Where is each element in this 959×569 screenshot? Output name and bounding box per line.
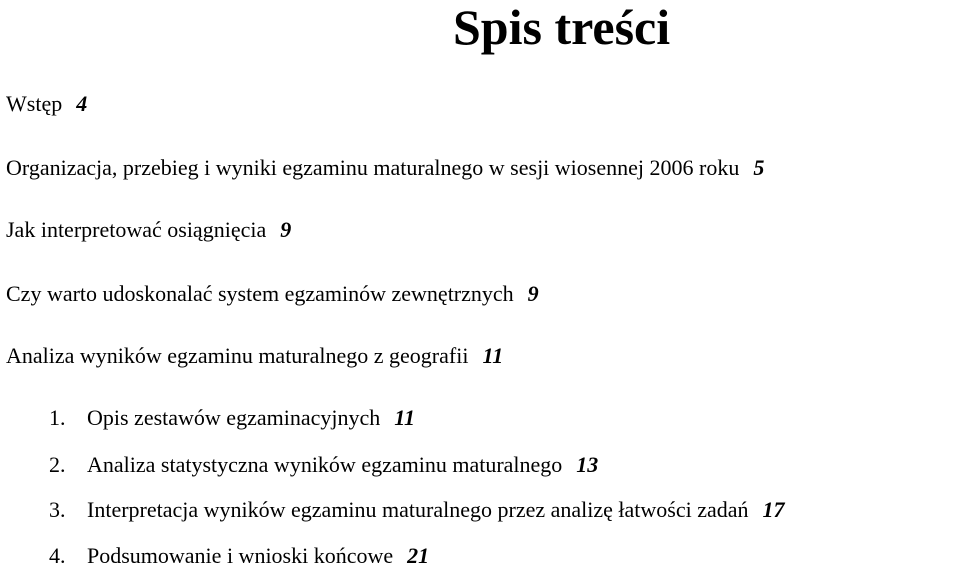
toc-entry-label: Organizacja, przebieg i wyniki egzaminu maturalnego w sesji wiosennej 2006 roku <box>6 155 740 180</box>
toc-entry-czy-warto[interactable] <box>6 281 539 307</box>
toc-subentry-page: 13 <box>576 452 599 477</box>
toc-subentry-page: 21 <box>407 543 430 568</box>
toc-subentry-2[interactable] <box>49 452 598 478</box>
toc-entry-jak-interpretowac[interactable] <box>6 217 291 243</box>
toc-subentry-index: 4. <box>49 543 66 568</box>
toc-subentry-3[interactable] <box>49 497 785 523</box>
toc-subentry-1[interactable] <box>49 405 415 431</box>
toc-entry-label: Analiza wyników egzaminu maturalnego z geografii <box>6 343 469 368</box>
toc-subentry-label: Interpretacja wyników egzaminu maturalnego przez analizę łatwości zadań <box>87 497 749 522</box>
toc-entry-wstep[interactable] <box>6 91 87 117</box>
toc-entry-analiza-wynikow[interactable] <box>6 343 503 369</box>
toc-entry-page: 11 <box>482 343 504 368</box>
toc-entry-organizacja[interactable] <box>6 155 764 181</box>
toc-entry-page: 9 <box>527 281 539 306</box>
toc-subentry-label: Analiza statystyczna wyników egzaminu maturalnego <box>87 452 563 477</box>
toc-subentry-label: Podsumowanie i wnioski końcowe <box>87 543 394 568</box>
toc-subentry-page: 17 <box>762 497 785 522</box>
toc-entry-label: Jak interpretować osiągnięcia <box>6 217 267 242</box>
toc-entry-label: Wstęp <box>6 91 63 116</box>
toc-subentry-label: Opis zestawów egzaminacyjnych <box>87 405 381 430</box>
toc-subentry-index: 2. <box>49 452 66 477</box>
toc-entry-page: 5 <box>753 155 765 180</box>
toc-entry-label: Czy warto udoskonalać system egzaminów zewnętrznych <box>6 281 514 306</box>
toc-entry-page: 9 <box>280 217 292 242</box>
toc-subentry-index: 3. <box>49 497 66 522</box>
toc-subentry-page: 11 <box>394 405 416 430</box>
toc-subentry-index: 1. <box>49 405 66 430</box>
page-title: Spis treści <box>453 0 671 55</box>
toc-subentry-4[interactable] <box>49 543 429 569</box>
toc-entry-page: 4 <box>76 91 88 116</box>
